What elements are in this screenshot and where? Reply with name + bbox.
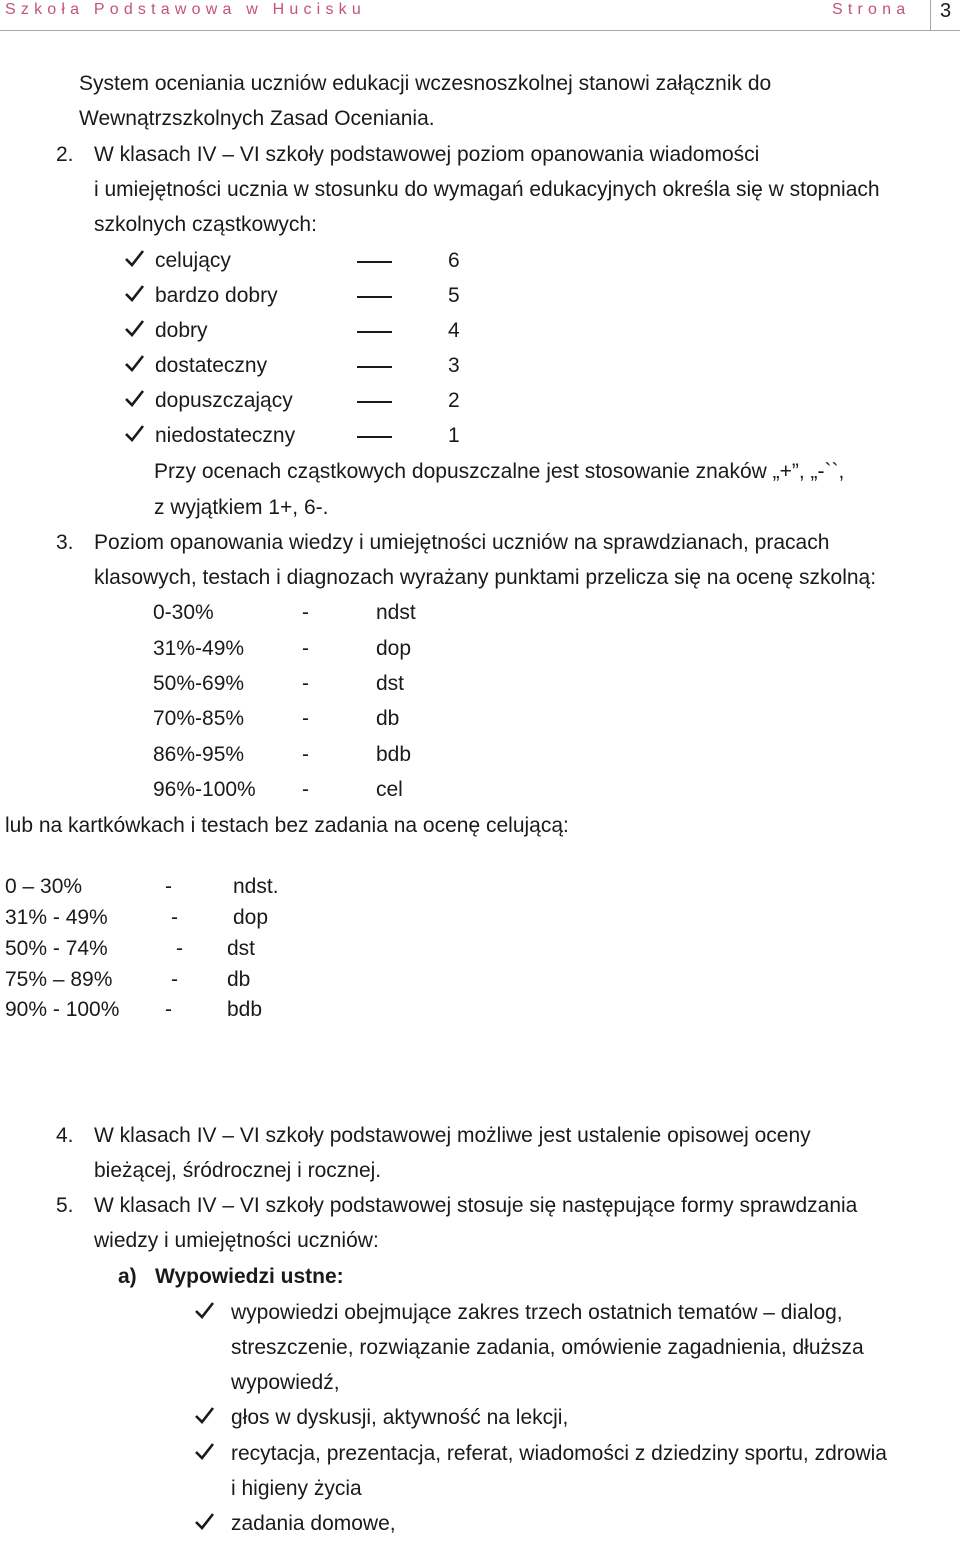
alt-scale-separator: - (165, 875, 172, 898)
check-icon (123, 388, 145, 410)
grade-dash (357, 261, 392, 263)
alt-scale-range: 0 – 30% (5, 875, 83, 898)
alt-scale-grade: dst (227, 937, 256, 960)
oral-form-line: streszczenie, rozwiązanie zadania, omówienie zagadnienia, dłuższa (231, 1336, 864, 1359)
check-icon (193, 1300, 215, 1322)
grade-dash (357, 436, 392, 438)
scale-separator: - (302, 672, 309, 695)
header-school-name: Szkoła Podstawowa w Hucisku (5, 1, 366, 18)
oral-form-line: wypowiedzi obejmujące zakres trzech ostatnich tematów – dialog, (231, 1301, 843, 1324)
scale-grade: ndst (376, 601, 416, 624)
alt-scale-separator: - (165, 998, 172, 1021)
grade-name: dostateczny (155, 354, 268, 377)
section-5-number: 5. (56, 1194, 74, 1217)
subsection-a-label: a) (118, 1265, 137, 1288)
scale-range: 86%-95% (153, 743, 245, 766)
scale-grade: db (376, 707, 400, 730)
grade-dash (357, 296, 392, 298)
section-2-line-2: i umiejętności ucznia w stosunku do wymagań edukacyjnych określa się w stopniach (94, 178, 880, 201)
oral-form-line: zadania domowe, (231, 1512, 396, 1535)
grade-name: dobry (155, 319, 208, 342)
header-rule (0, 30, 960, 31)
grade-name: celujący (155, 249, 231, 272)
alt-scale-separator: - (176, 937, 183, 960)
scale-grade: bdb (376, 743, 412, 766)
intro-line-2: Wewnątrzszkolnych Zasad Oceniania. (79, 107, 435, 130)
section-4-line-2: bieżącej, śródrocznej i rocznej. (94, 1159, 382, 1182)
scale-range: 0-30% (153, 601, 214, 624)
section-3-number: 3. (56, 531, 74, 554)
check-icon (193, 1511, 215, 1533)
grade-value: 6 (448, 249, 460, 272)
scale-grade: dop (376, 637, 412, 660)
section-5-line-1: W klasach IV – VI szkoły podstawowej stosuje się następujące formy sprawdzania (94, 1194, 858, 1217)
section-3-line-2: klasowych, testach i diagnozach wyrażany punktami przelicza się na ocenę szkolną: (94, 566, 877, 589)
alt-scale-range: 90% - 100% (5, 998, 120, 1021)
alt-scale-grade: dop (233, 906, 269, 929)
alt-scale-separator: - (171, 906, 178, 929)
grades-note-line-2: z wyjątkiem 1+, 6-. (154, 496, 329, 519)
oral-form-line: wypowiedź, (231, 1371, 340, 1394)
check-icon (193, 1405, 215, 1427)
intro-line-1: System oceniania uczniów edukacji wczesnoszkolnej stanowi załącznik do (79, 72, 772, 95)
scale-grade: dst (376, 672, 405, 695)
scale-range: 31%-49% (153, 637, 245, 660)
subsection-a-title: Wypowiedzi ustne: (155, 1265, 344, 1288)
scale-range: 96%-100% (153, 778, 256, 801)
alt-scale-grade: db (227, 968, 251, 991)
alt-scale-grade: ndst. (233, 875, 279, 898)
scale-range: 50%-69% (153, 672, 245, 695)
oral-form-line: recytacja, prezentacja, referat, wiadomości z dziedziny sportu, zdrowia (231, 1442, 887, 1465)
grade-value: 5 (448, 284, 460, 307)
grade-name: dopuszczający (155, 389, 293, 412)
check-icon (123, 248, 145, 270)
alt-scale-range: 50% - 74% (5, 937, 108, 960)
section-2-line-3: szkolnych cząstkowych: (94, 213, 317, 236)
grade-value: 4 (448, 319, 460, 342)
grade-value: 2 (448, 389, 460, 412)
grades-note-line-1: Przy ocenach cząstkowych dopuszczalne jest stosowanie znaków „+”, „-``, (154, 460, 845, 483)
scale-separator: - (302, 743, 309, 766)
page-number: 3 (940, 0, 952, 22)
grade-name: niedostateczny (155, 424, 296, 447)
alt-scale-range: 75% – 89% (5, 968, 113, 991)
section-2-line-1: W klasach IV – VI szkoły podstawowej poziom opanowania wiadomości (94, 143, 760, 166)
grade-value: 3 (448, 354, 460, 377)
section-4-line-1: W klasach IV – VI szkoły podstawowej możliwe jest ustalenie opisowej oceny (94, 1124, 811, 1147)
scale-separator: - (302, 637, 309, 660)
scale-range: 70%-85% (153, 707, 245, 730)
alt-scale-separator: - (171, 968, 178, 991)
check-icon (123, 318, 145, 340)
check-icon (123, 353, 145, 375)
section-4-number: 4. (56, 1124, 74, 1147)
grade-dash (357, 401, 392, 403)
grade-dash (357, 366, 392, 368)
section-5-line-2: wiedzy i umiejętności uczniów: (94, 1229, 379, 1252)
alt-scale-grade: bdb (227, 998, 263, 1021)
grade-name: bardzo dobry (155, 284, 278, 307)
header-separator (930, 0, 931, 31)
grade-dash (357, 331, 392, 333)
scale-separator: - (302, 601, 309, 624)
section-3-line-1: Poziom opanowania wiedzy i umiejętności uczniów na sprawdzianach, pracach (94, 531, 830, 554)
scale-grade: cel (376, 778, 403, 801)
alt-scale-intro: lub na kartkówkach i testach bez zadania na ocenę celującą: (5, 814, 569, 837)
oral-form-line: i higieny życia (231, 1477, 362, 1500)
check-icon (193, 1441, 215, 1463)
check-icon (123, 283, 145, 305)
alt-scale-range: 31% - 49% (5, 906, 108, 929)
scale-separator: - (302, 707, 309, 730)
section-2-number: 2. (56, 143, 74, 166)
header-page-label: Strona (832, 1, 911, 18)
check-icon (123, 423, 145, 445)
scale-separator: - (302, 778, 309, 801)
grade-value: 1 (448, 424, 460, 447)
oral-form-line: głos w dyskusji, aktywność na lekcji, (231, 1406, 569, 1429)
